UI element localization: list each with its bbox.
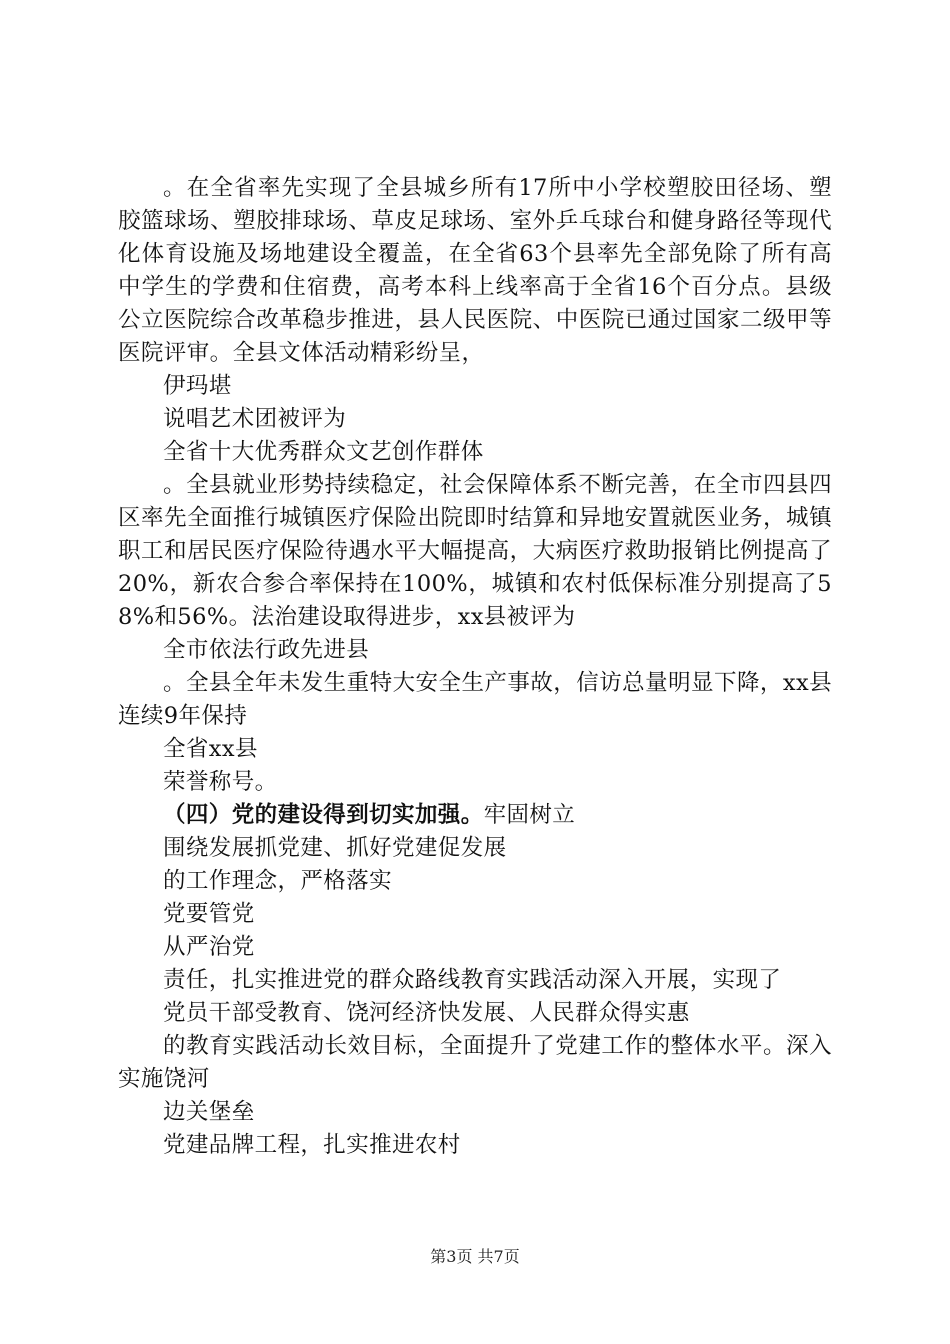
paragraph: 全省十大优秀群众文艺创作群体 [163,439,484,465]
paragraph: 。全县全年未发生重特大安全生产事故，信访总量明显下降，xx县连续9年保持 [118,670,832,729]
paragraph: 全市依法行政先进县 [163,637,370,663]
paragraph: 。全县就业形势持续稳定，社会保障体系不断完善，在全市四县四区率先全面推行城镇医疗保险出院即时结算和异地安置就医业务，城镇职工和居民医疗保险待遇水平大幅提高，大病医疗救助报销比例提高了20%，新农合参合率保持在100%，城镇和农村低保标准分别提高了58%和56%。法治建设取得进步，xx县被评为 [118,472,832,630]
page-number-footer: 第3页 共7页 [430,1247,520,1266]
paragraph: 党员干部受教育、饶河经济快发展、人民群众得实惠 [163,1000,690,1026]
paragraph: 党建品牌工程，扎实推进农村 [163,1132,461,1158]
paragraph: 党要管党 [163,901,255,927]
paragraph: 边关堡垒 [163,1099,255,1125]
paragraph: 全省xx县 [163,736,258,762]
paragraph: 围绕发展抓党建、抓好党建促发展 [163,835,507,861]
paragraph: 。在全省率先实现了全县城乡所有17所中小学校塑胶田径场、塑胶篮球场、塑胶排球场、草皮足球场、室外乒乓球台和健身路径等现代化体育设施及场地建设全覆盖，在全省63个县率先全部免除了所有高中学生的学费和住宿费，高考本科上线率高于全省16个百分点。县级公立医院综合改革稳步推进，县人民医院、中医院已通过国家二级甲等医院评审。全县文体活动精彩纷呈， [118,175,832,366]
document-body [118,172,832,1162]
paragraph: 荣誉称号。 [163,769,278,795]
section-heading: （四）党的建设得到切实加强。 [163,802,484,828]
paragraph: 责任，扎实推进党的群众路线教育实践活动深入开展，实现了 [163,967,782,993]
section-heading-rest: 牢固树立 [483,802,576,828]
paragraph: 说唱艺术团被评为 [163,406,347,432]
paragraph: 伊玛堪 [163,373,232,399]
paragraph: 的教育实践活动长效目标，全面提升了党建工作的整体水平。深入实施饶河 [118,1033,832,1092]
paragraph: 的工作理念，严格落实 [163,868,393,894]
paragraph: 从严治党 [163,934,255,960]
section-heading-paragraph [118,799,832,832]
